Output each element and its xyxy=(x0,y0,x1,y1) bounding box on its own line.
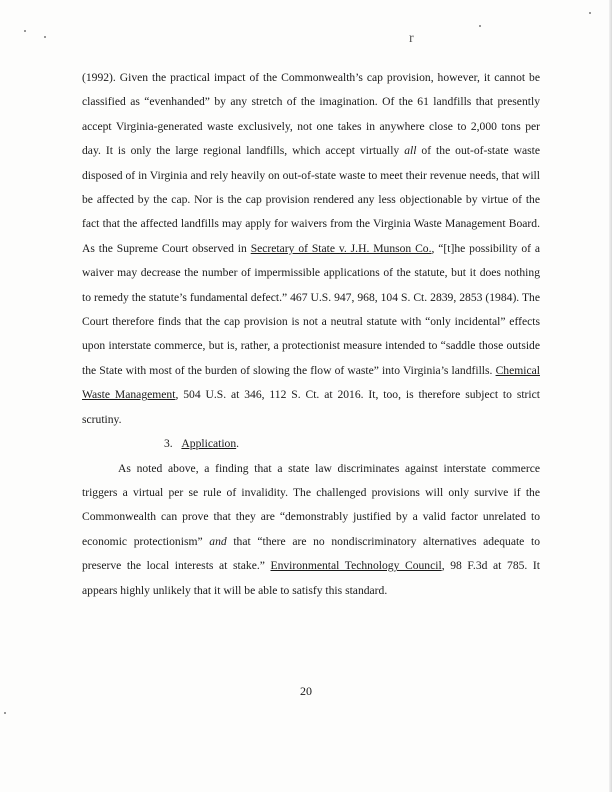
scan-speck xyxy=(24,30,26,32)
scan-speck xyxy=(589,12,591,14)
case-citation: Environmental Technology Council xyxy=(270,559,442,573)
text-run: , 98 F.3d at 785. It appears highly unlikely that it will be able to satisfy this standard. xyxy=(82,559,541,597)
text-run: As noted above, a finding that a state law discriminates against interstate commerce triggers a virtual per se rule of invalidity. The challenged provisions will only survive if the Commonwealth can prove that they are “demonstrably justified by a valid factor unrelated to economic protectionism” xyxy=(82,461,540,548)
text-run: , 504 U.S. at 346, 112 S. Ct. at 2016. It, too, is therefore subject to strict scrutiny. xyxy=(82,388,540,426)
text-run: of the out-of-state waste disposed of in Virginia and rely heavily on out-of-state waste to meet their revenue needs, that will be affected by the cap. Nor is the cap provision rendered any less objectionable by virtue of the fact that the affected landfills may apply for waivers from the Virginia Waste Management Board. As the Supreme Court observed in xyxy=(82,144,540,255)
section-heading xyxy=(82,432,540,456)
text-run: , “[t]he possibility of a waiver may decrease the number of impermissible applications of the statute, but it does nothing to remedy the statute’s fundamental defect.” 467 U.S. 947, 968, 104 S. Ct. 2839, 2853 (1984). The Court therefore finds that the cap provision is not a neutral statute with “only incidental” effects upon interstate commerce, but is, rather, a protectionist measure intended to “saddle those outside the State with most of the burden of slowing the flow of waste” into Virginia’s landfills. xyxy=(82,241,540,377)
scan-speck xyxy=(4,712,6,714)
text-run: that “there are no nondiscriminatory alternatives adequate to preserve the local interests at stake.” xyxy=(82,534,540,573)
paragraph-application xyxy=(82,457,540,603)
text-run: (1992). Given the practical impact of the Commonwealth’s cap provision, however, it cannot be classified as “evenhanded” by any stretch of the imagination. Of the 61 landfills that presently accept Virginia-generated waste exclusively, not one takes in anywhere close to 2,000 tons per day. It is only the large regional landfills, which accept virtually xyxy=(82,71,540,158)
emphasis-text: all xyxy=(404,144,417,158)
scan-mark: r xyxy=(409,31,414,46)
scan-speck xyxy=(44,36,46,38)
document-body xyxy=(82,66,540,603)
case-citation: Secretary of State v. J.H. Munson Co. xyxy=(250,241,432,255)
emphasis-text: and xyxy=(209,534,227,548)
page-number: 20 xyxy=(300,684,312,698)
section-number: 3. xyxy=(164,437,173,451)
scan-speck xyxy=(479,25,481,27)
section-title-suffix: . xyxy=(236,437,240,451)
paragraph-cap-provision xyxy=(82,66,540,432)
case-citation: Chemical Waste Management xyxy=(82,363,540,402)
section-title: Application xyxy=(181,437,237,451)
